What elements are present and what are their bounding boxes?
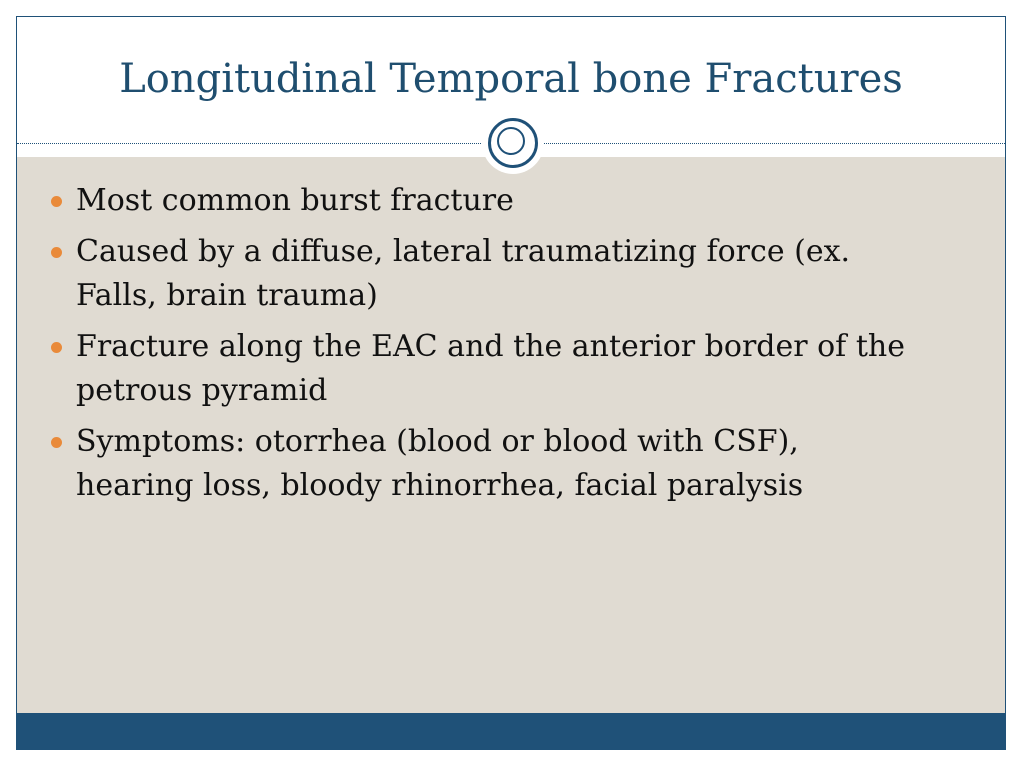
bullet-dot-icon [51, 342, 62, 353]
inner-circle-icon [497, 127, 525, 155]
slide [16, 16, 1006, 750]
bullet-item [51, 325, 921, 413]
bullet-item [51, 179, 921, 223]
bullet-list [51, 179, 921, 515]
circle-ornament-icon [488, 118, 538, 168]
bullet-dot-icon [51, 196, 62, 207]
bullet-text: Symptoms: otorrhea (blood or blood with CSF), hearing loss, bloody rhinorrhea, facial paralysis [76, 424, 804, 503]
bullet-text: Fracture along the EAC and the anterior border of the petrous pyramid [76, 329, 905, 408]
bullet-item [51, 230, 921, 318]
bullet-text: Most common burst fracture [76, 183, 514, 218]
bullet-dot-icon [51, 247, 62, 258]
slide-title: Longitudinal Temporal bone Fractures [119, 56, 903, 102]
footer-bar [17, 713, 1005, 749]
bullet-item [51, 420, 921, 508]
bullet-dot-icon [51, 437, 62, 448]
bullet-text: Caused by a diffuse, lateral traumatizing force (ex. Falls, brain trauma) [76, 234, 851, 313]
